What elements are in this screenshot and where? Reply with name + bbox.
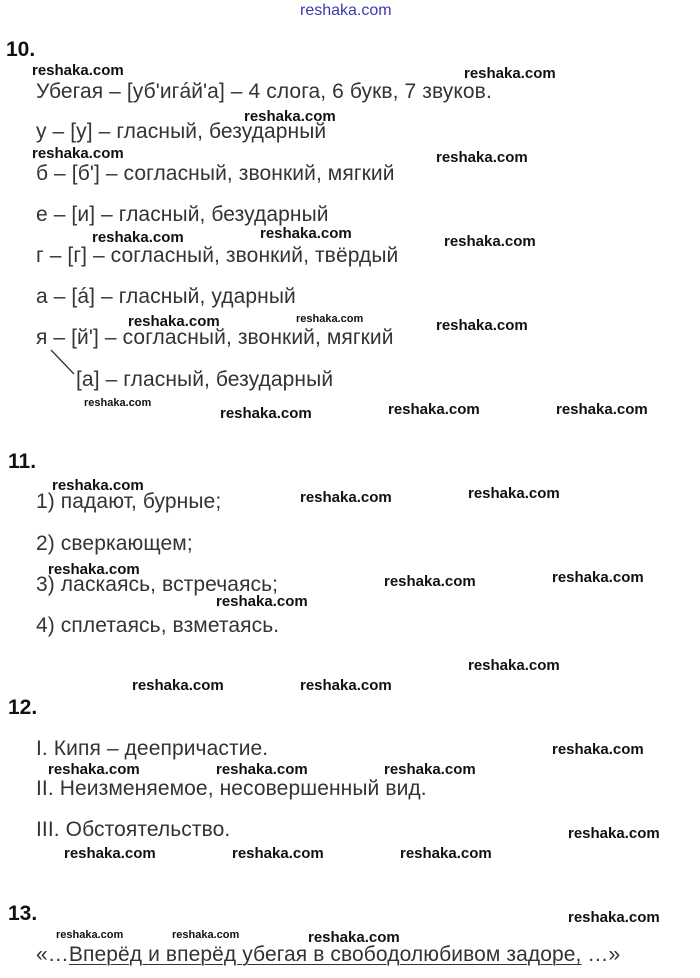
task-11-line-2: 2) сверкающем; bbox=[36, 532, 193, 555]
watermark: reshaka.com bbox=[384, 573, 476, 590]
watermark: reshaka.com bbox=[128, 313, 220, 330]
task-12-line-2: II. Неизменяемое, несовершенный вид. bbox=[36, 777, 427, 800]
watermark: reshaka.com bbox=[444, 233, 536, 250]
watermark: reshaka.com bbox=[400, 845, 492, 862]
watermark: reshaka.com bbox=[568, 909, 660, 926]
quote-body: Вперёд и вперёд убегая в свободолюбивом задоре, bbox=[68, 943, 582, 966]
watermark: reshaka.com bbox=[296, 313, 364, 325]
task-11-line-1: 1) падают, бурные; bbox=[36, 490, 222, 513]
watermark: reshaka.com bbox=[300, 489, 392, 506]
watermark: reshaka.com bbox=[552, 741, 644, 758]
watermark: reshaka.com bbox=[216, 761, 308, 778]
watermark: reshaka.com bbox=[436, 317, 528, 334]
watermark: reshaka.com bbox=[32, 145, 124, 162]
task-10-intro: Убегая – [уб'игáй'а] – 4 слога, 6 букв, 7 звуков. bbox=[36, 80, 492, 103]
watermark: reshaka.com bbox=[468, 657, 560, 674]
task-10-line-5: а – [á] – гласный, ударный bbox=[36, 285, 296, 308]
watermark: reshaka.com bbox=[48, 761, 140, 778]
watermark: reshaka.com bbox=[552, 569, 644, 586]
watermark: reshaka.com bbox=[556, 401, 648, 418]
task-10-line-3: е – [и] – гласный, безударный bbox=[36, 203, 329, 226]
watermark: reshaka.com bbox=[468, 485, 560, 502]
task-11-line-3: 3) ласкаясь, встречаясь; bbox=[36, 573, 279, 596]
watermark: reshaka.com bbox=[568, 825, 660, 842]
task-12-line-3: III. Обстоятельство. bbox=[36, 818, 231, 841]
branch-connector bbox=[48, 348, 78, 378]
task-12-number: 12. bbox=[8, 696, 38, 719]
task-10-line-1: у – [у] – гласный, безударный bbox=[36, 120, 327, 143]
watermark: reshaka.com bbox=[132, 677, 224, 694]
task-10-line-4: г – [г] – согласный, звонкий, твёрдый bbox=[36, 244, 399, 267]
watermark: reshaka.com bbox=[220, 405, 312, 422]
watermark: reshaka.com bbox=[464, 65, 556, 82]
task-10-line-2: б – [б'] – согласный, звонкий, мягкий bbox=[36, 162, 395, 185]
watermark: reshaka.com bbox=[216, 593, 308, 610]
watermark: reshaka.com bbox=[48, 561, 140, 578]
watermark: reshaka.com bbox=[384, 761, 476, 778]
watermark: reshaka.com bbox=[308, 929, 400, 946]
watermark: reshaka.com bbox=[260, 225, 352, 242]
task-12-line-1: I. Кипя – деепричастие. bbox=[36, 737, 269, 760]
watermark: reshaka.com bbox=[244, 108, 336, 125]
watermark: reshaka.com bbox=[56, 929, 124, 941]
watermark: reshaka.com bbox=[92, 229, 184, 246]
watermark: reshaka.com bbox=[64, 845, 156, 862]
task-10-line-6: я – [й'] – согласный, звонкий, мягкий bbox=[36, 326, 394, 349]
site-header-link[interactable]: reshaka.com bbox=[300, 2, 392, 19]
task-13-number: 13. bbox=[8, 902, 38, 925]
task-10-number: 10. bbox=[6, 38, 36, 61]
watermark: reshaka.com bbox=[300, 677, 392, 694]
watermark: reshaka.com bbox=[32, 62, 124, 79]
task-11-line-4: 4) сплетаясь, взметаясь. bbox=[36, 614, 280, 637]
watermark: reshaka.com bbox=[232, 845, 324, 862]
watermark: reshaka.com bbox=[436, 149, 528, 166]
watermark: reshaka.com bbox=[388, 401, 480, 418]
watermark: reshaka.com bbox=[172, 929, 240, 941]
task-10-line-7: [а] – гласный, безударный bbox=[76, 368, 334, 391]
task-13-quote bbox=[36, 943, 620, 967]
quote-open: «… bbox=[36, 943, 69, 966]
watermark: reshaka.com bbox=[52, 477, 144, 494]
quote-close: …» bbox=[581, 943, 621, 966]
watermark: reshaka.com bbox=[84, 397, 152, 409]
task-11-number: 11. bbox=[8, 450, 37, 473]
